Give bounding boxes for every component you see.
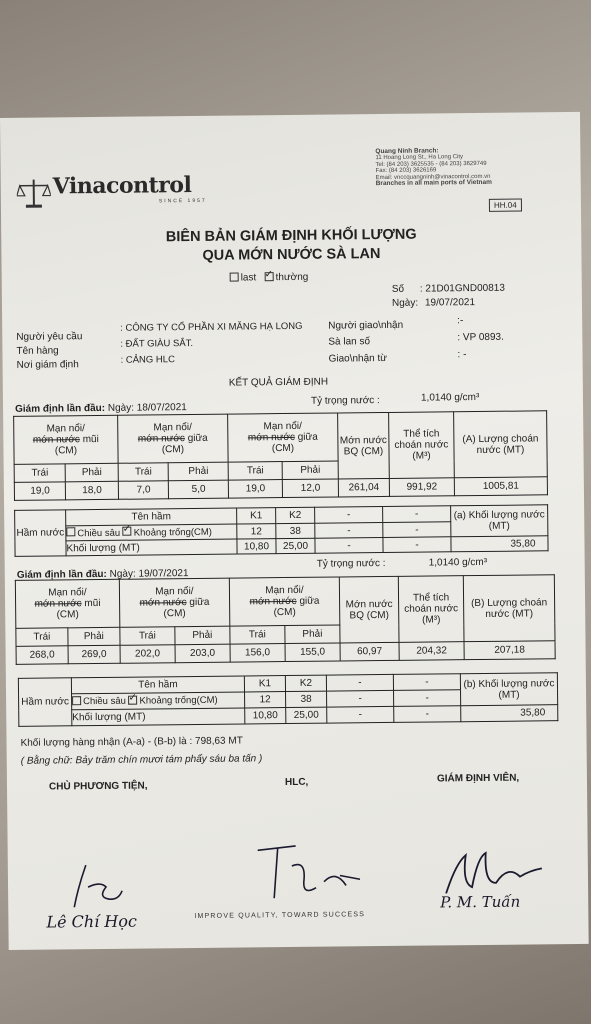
h-k2: K2 <box>276 507 315 523</box>
form-code: HH.04 <box>489 199 522 212</box>
first-date: Ngày: 18/07/2021 <box>107 402 187 414</box>
cell: 19,0 <box>228 480 282 499</box>
cell: - <box>383 537 451 553</box>
cell: 204,32 <box>399 642 464 661</box>
cell: 38 <box>286 691 327 707</box>
cell: - <box>327 706 394 723</box>
h-mid: Mạn nổi/ <box>155 585 194 598</box>
h-aft: Mạn nổi/ <box>263 420 302 433</box>
from-value: : - <box>457 349 467 361</box>
first-label: Giám định lần đầu: <box>14 402 106 415</box>
signer-surveyor: GIÁM ĐỊNH VIÊN, <box>436 772 520 785</box>
second-density-label: Tỷ trọng nước : <box>316 557 386 570</box>
cell: 12 <box>237 524 276 539</box>
place-value: : CẢNG HLC <box>120 354 175 366</box>
deliverer-label: Người giao\nhận <box>328 319 404 332</box>
h-right: Phải <box>282 461 338 480</box>
cell: 202,0 <box>120 645 175 664</box>
col-mean: Mớn nước BQ (CM) <box>338 412 390 479</box>
cell: 25,00 <box>286 707 327 723</box>
h-mid-strike: mớn nước <box>139 597 187 609</box>
label-mass: Khối lượng (MT) <box>72 708 245 726</box>
h-tank-name: Tên hầm <box>71 676 244 694</box>
from-label: Giao\nhận từ <box>328 352 388 365</box>
h-mid: Mạn nổi/ <box>153 422 192 434</box>
label-depth: Chiều sâu <box>77 527 121 539</box>
col-displacement: (B) Lượng choán nước (MT) <box>463 575 555 642</box>
option-thuong-label: thường <box>275 271 309 284</box>
h-right: Phải <box>169 462 229 481</box>
summary-line: Khối lượng hàng nhận (A-a) - (B-b) là : 798,63 MT <box>20 735 243 749</box>
checkbox-depth[interactable] <box>66 528 75 537</box>
cell: 1005,81 <box>454 477 547 496</box>
h-aft: Mạn nổi/ <box>265 584 304 597</box>
label-space: Khoảng trống(CM) <box>133 526 212 539</box>
so-value: : 21D01GND00813 <box>419 282 505 295</box>
first-survey-label <box>15 402 187 415</box>
h-left: Trái <box>228 462 282 481</box>
h-k1: K1 <box>244 676 285 692</box>
so-label: Số <box>391 283 405 295</box>
second-draft-table <box>15 574 556 665</box>
h-aft-giua: giữa <box>299 595 320 607</box>
checkbox-last[interactable] <box>230 272 239 281</box>
result-title: KẾT QUẢ GIÁM ĐỊNH <box>228 376 329 389</box>
scales-logo-icon <box>17 177 51 209</box>
cell: 269,0 <box>68 645 120 664</box>
cell: - <box>393 674 460 691</box>
cell: - <box>383 522 451 538</box>
signer-hlc: HLC, <box>284 776 309 789</box>
requester-label: Người yêu cầu <box>16 331 83 343</box>
col-displacement: (A) Lượng choán nước (MT) <box>454 411 548 478</box>
branch-line: Tel: (84 203) 3625535 - (84 203) 3629749 <box>375 160 487 168</box>
label-depth: Chiều sâu <box>83 695 126 708</box>
cell: 12,0 <box>283 479 339 498</box>
h-tank: Hầm nước <box>18 678 71 727</box>
cell: 5,0 <box>169 480 229 499</box>
cell: - <box>315 523 383 539</box>
col-aft <box>228 413 339 462</box>
option-last-label: last <box>240 272 257 284</box>
barge-value: : VP 0893. <box>457 331 504 344</box>
handwritten-surveyor-name: P. M. Tuấn <box>440 892 521 912</box>
h-right: Phải <box>68 627 120 646</box>
cell: 60,97 <box>340 642 399 661</box>
cell: - <box>326 674 393 691</box>
logo-text: Vinacontrol <box>52 172 192 200</box>
h-unit: (CM) <box>273 606 296 619</box>
h-k1: K1 <box>237 508 276 524</box>
h-fore-mui: mũi <box>84 597 101 610</box>
cell: - <box>394 690 461 707</box>
cell: 19,0 <box>14 482 65 501</box>
ngay-label: Ngày: <box>391 297 419 309</box>
signer-owner: CHỦ PHƯƠNG TIỆN, <box>48 780 148 793</box>
cell: 203,0 <box>175 644 230 663</box>
branch-line: Branches in all main ports of Vietnam <box>375 178 492 188</box>
checkbox-space[interactable] <box>123 527 132 536</box>
col-fore <box>15 579 119 628</box>
cell: 10,80 <box>245 708 286 724</box>
h-fore-strike: mớn nước <box>34 598 82 610</box>
h-right: Phải <box>175 626 230 645</box>
goods-label: Tên hàng <box>16 345 59 357</box>
h-tank-name: Tên hầm <box>66 508 237 526</box>
cell: 268,0 <box>16 646 68 665</box>
cell: - <box>315 507 383 524</box>
col-mid <box>119 578 229 627</box>
cell: 12 <box>245 692 286 708</box>
cell: 10,80 <box>237 539 276 554</box>
branch-line: Email: vnccquangninh@vinacontrol.com.vn <box>375 173 491 181</box>
col-volume: Thể tích choán nước (M³) <box>398 576 464 643</box>
h-unit: (CM) <box>161 444 185 456</box>
checkbox-space[interactable] <box>128 696 137 705</box>
second-hold-table <box>18 672 558 727</box>
col-aft <box>229 577 340 626</box>
col-mean: Mớn nước BQ (CM) <box>339 576 399 643</box>
h-tank: Hầm nước <box>15 510 66 557</box>
row-depth-space <box>72 692 245 710</box>
branch-title: Quang Ninh Branch: <box>375 147 439 156</box>
cell: 991,92 <box>389 478 454 497</box>
col-volume: Thể tích choán nước (M³) <box>389 412 455 479</box>
handwritten-owner-name: Lê Chí Học <box>46 911 138 932</box>
h-right: Phải <box>285 625 340 644</box>
h-aft-strike: mớn nước <box>247 431 295 444</box>
cell: 38 <box>276 523 315 538</box>
cell: 18,0 <box>66 481 119 500</box>
h-fore-strike: mớn nước <box>32 434 80 446</box>
cell: - <box>394 706 461 723</box>
second-density-value: 1,0140 g/cm³ <box>428 556 488 569</box>
first-density-label: Tỷ trọng nước : <box>310 395 380 407</box>
label-space: Khoảng trống(CM) <box>139 694 218 707</box>
h-unit: (CM) <box>54 445 78 457</box>
doc-title-2: QUA MỚN NƯỚC SÀ LAN <box>202 246 381 264</box>
branch-line: Fax: (84 203) 3626169 <box>375 167 437 175</box>
col-mid <box>118 414 229 463</box>
h-right: Phải <box>65 463 118 482</box>
checkbox-thuong[interactable] <box>265 272 274 281</box>
summary-words: ( Bằng chữ: Bảy trăm chín mươi tám phẩy sáu ba tấn ) <box>20 753 263 767</box>
first-hold-table <box>14 504 548 557</box>
cell: 7,0 <box>118 481 169 500</box>
cell: 261,04 <box>338 478 389 497</box>
signature-owner <box>48 856 159 947</box>
cell: 155,0 <box>285 643 340 662</box>
label-mass: Khối lượng (MT) <box>66 539 237 556</box>
h-left: Trái <box>230 626 285 645</box>
checkbox-depth[interactable] <box>72 696 81 705</box>
h-mid-giua: giữa <box>187 432 208 445</box>
goods-value: : ĐẤT GIÀU SẮT. <box>120 337 194 350</box>
h-water-b: (b) Khối lượng nước (MT) <box>460 673 557 706</box>
second-label: Giám định lần đầu: <box>16 568 107 581</box>
place-label: Nơi giám định <box>16 359 79 371</box>
h-unit: (CM) <box>271 442 295 455</box>
deliverer-value: :- <box>457 315 464 327</box>
second-date: Ngày: 19/07/2021 <box>109 568 189 580</box>
h-aft-strike: mớn nước <box>249 595 297 608</box>
cell: - <box>383 506 451 523</box>
h-left: Trái <box>14 464 65 483</box>
h-left: Trái <box>120 627 175 646</box>
h-k2: K2 <box>285 675 326 691</box>
document-paper <box>0 112 589 950</box>
branch-line: 11 Hoang Long St., Ha Long City <box>375 154 464 162</box>
h-left: Trái <box>16 628 68 647</box>
type-options <box>230 272 309 284</box>
h-fore-mui: mũi <box>82 433 99 446</box>
h-mid-strike: mớn nước <box>137 433 185 445</box>
h-unit: (CM) <box>56 609 79 621</box>
total-a: 35,80 <box>451 536 548 552</box>
barge-label: Sà lan số <box>328 336 371 348</box>
cell: - <box>315 538 383 554</box>
cell: - <box>327 690 394 707</box>
signature-hlc <box>240 839 381 910</box>
cell: 207,18 <box>464 641 555 660</box>
h-aft-giua: giữa <box>297 431 318 443</box>
h-fore: Mạn nổi/ <box>48 587 87 599</box>
first-density-value: 1,0140 g/cm³ <box>420 391 480 404</box>
footer-slogan: IMPROVE QUALITY, TOWARD SUCCESS <box>194 911 366 921</box>
branch-info <box>375 148 492 188</box>
col-fore <box>14 415 118 464</box>
logo-since: SINCE 1957 <box>158 197 207 205</box>
h-fore: Mạn nổi/ <box>46 423 85 435</box>
total-b: 35,80 <box>461 705 558 722</box>
cell: 25,00 <box>276 538 315 553</box>
h-left: Trái <box>118 463 169 482</box>
cell: 156,0 <box>230 644 285 663</box>
first-draft-table <box>13 410 548 501</box>
h-mid-giua: giữa <box>189 596 210 609</box>
requester-value: : CÔNG TY CỔ PHẦN XI MĂNG HẠ LONG <box>120 320 303 334</box>
h-unit: (CM) <box>163 608 186 620</box>
doc-title-1: BIÊN BẢN GIÁM ĐỊNH KHỐI LƯỢNG <box>165 226 417 246</box>
ngay-value: 19/07/2021 <box>424 297 476 309</box>
h-water-a: (a) Khối lượng nước (MT) <box>451 505 548 537</box>
